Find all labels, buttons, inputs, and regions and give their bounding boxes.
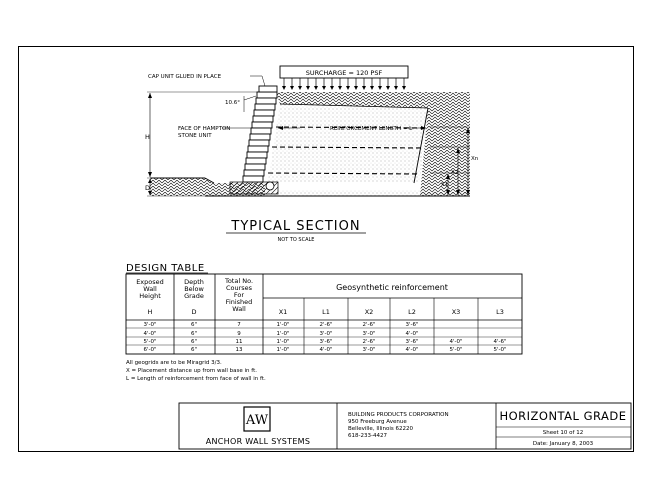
cell-courses: 13 [235,347,243,353]
design-table-title: DESIGN TABLE [126,263,205,274]
cap-unit [259,86,277,92]
cell-l2: 3'-6" [405,322,419,328]
cell-courses: 7 [237,322,241,328]
face-label-line1: FACE OF HAMPTON [178,126,231,132]
header-courses-line1: Total No. [224,277,254,285]
cell-l3: 5'-0" [493,347,507,353]
cell-courses: 11 [235,339,243,345]
reinforcement-length-label: REINFORCEMENT LENGTH = L [330,126,413,132]
header-symbol-H: H [147,308,153,316]
drawing-title: HORIZONTAL GRADE [499,409,627,423]
cell-x3: 4'-0" [449,339,463,345]
header-courses-line5: Wall [232,305,246,313]
company-name: ANCHOR WALL SYSTEMS [205,437,311,446]
section-subtitle: NOT TO SCALE [277,237,315,243]
design-table [126,263,522,382]
header-exposed-line1: Exposed [136,278,164,286]
cell-l2: 3'-6" [405,339,419,345]
cell-l3: 4'-6" [493,339,507,345]
sheet-number: Sheet 10 of 12 [542,430,584,436]
typical-section [145,66,479,243]
corp-line: Belleville, Illinois 62220 [348,426,414,432]
table-row [143,331,418,337]
cell-depth: 6" [190,331,198,337]
drawing-date: Date: January 8, 2003 [532,441,594,447]
cell-l1: 3'-0" [319,331,333,337]
subheader-l3: L3 [496,308,504,316]
table-notes [126,360,266,382]
dimension-X2-label: X2 [451,170,459,176]
title-block [179,403,631,449]
cell-height: 3'-0" [143,322,157,328]
cell-depth: 6" [190,339,198,345]
dimension-D-label: D [145,184,151,192]
surcharge-label: SURCHARGE = 120 PSF [305,69,383,77]
header-depth-line1: Depth [184,278,204,286]
cell-x1: 1'-0" [276,322,290,328]
cell-height: 5'-0" [143,339,157,345]
drain-pipe [266,182,274,190]
header-depth-line3: Grade [184,292,204,300]
header-depth-line2: Below [184,285,204,293]
table-row [143,322,418,328]
note-line: All geogrids are to be Miragrid 3/3. [126,360,222,366]
face-label-line2: STONE UNIT [178,133,212,139]
header-courses-line3: For [233,291,245,299]
cell-x2: 2'-6" [362,322,376,328]
surcharge-load [280,66,408,90]
dimension-X1-label: X1 [441,182,449,188]
table-rows [143,322,506,353]
subheader-x3: X3 [451,308,461,316]
header-geosynthetic: Geosynthetic reinforcement [336,283,448,292]
cell-x1: 1'-0" [276,331,290,337]
subheader-l1: L1 [322,308,330,316]
cell-l2: 4'-0" [405,347,419,353]
cell-l1: 3'-6" [319,339,333,345]
cell-height: 4'-0" [143,331,157,337]
corporation-address [348,412,449,439]
header-symbol-D: D [191,308,197,316]
cap-unit-label: CAP UNIT GLUED IN PLACE [148,74,222,80]
cell-x1: 1'-0" [276,347,290,353]
subheader-x2: X2 [364,308,374,316]
subheader-x1: X1 [278,308,288,316]
note-line: X = Placement distance up from wall base in ft. [126,368,257,374]
cell-x3: 5'-0" [449,347,463,353]
dimension-H-label: H [145,133,150,141]
cell-l2: 4'-0" [405,331,419,337]
header-courses-line4: Finished [225,298,253,306]
cell-x2: 3'-0" [362,347,376,353]
header-courses-line2: Courses [225,284,253,292]
cell-x2: 2'-6" [362,339,376,345]
corp-line: 618-233-4427 [348,433,387,439]
cell-x2: 3'-0" [362,331,376,337]
cell-height: 6'-0" [143,347,157,353]
dimension-Xn-label: Xn [471,156,479,162]
cell-l1: 4'-0" [319,347,333,353]
header-exposed-line2: Wall [143,285,157,293]
cell-l1: 2'-6" [319,322,333,328]
header-exposed-line3: Height [139,292,161,300]
corp-line: 950 Freeburg Avenue [348,419,407,425]
corp-line: BUILDING PRODUCTS CORPORATION [348,412,449,418]
reinforced-fill [268,104,428,182]
table-row [143,347,506,353]
section-title: TYPICAL SECTION [231,219,361,234]
cell-x1: 1'-0" [276,339,290,345]
table-row [143,339,506,345]
company-logo-mark: AW [245,413,269,428]
cell-depth: 6" [190,347,198,353]
cell-depth: 6" [190,322,198,328]
note-line: L = Length of reinforcement from face of wall in ft. [126,376,266,382]
cell-courses: 9 [237,331,241,337]
subheader-l2: L2 [408,308,416,316]
batter-angle-label: 10.6° [225,100,240,106]
